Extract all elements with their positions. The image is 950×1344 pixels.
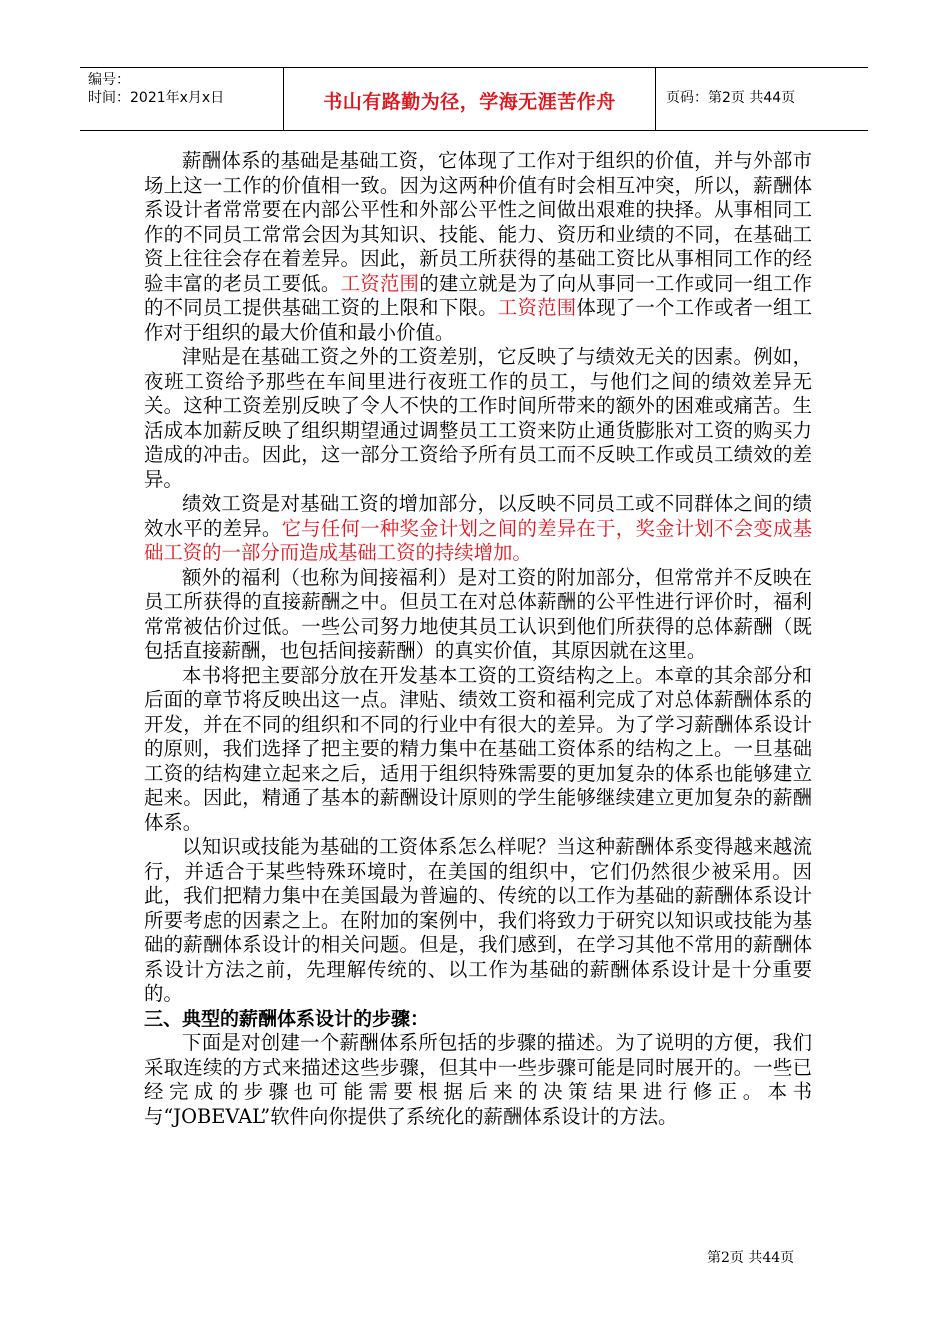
section-heading: 三、典型的薪酬体系设计的步骤： (144, 1007, 430, 1030)
paragraph-benefits: 额外的福利（也称为间接福利）是对工资的附加部分，但常常并不反映在员工所获得的直接薪酬之中。但员工在对总体薪酬的公平性进行评价时，福利常常被估价过低。一些公司努力地使其员工认识到他们所获得的总体薪酬（既包括直接薪酬，也包括间接薪酬）的真实价值，其原因就在这里。 (144, 565, 812, 662)
paragraph-skill-based: 以知识或技能为基础的工资体系怎么样呢？当这种薪酬体系变得越来越流行，并适合于某些特殊环境时，在美国的组织中，它们仍然很少被采用。因此，我们把精力集中在美国最为普遍的、传统的以工作为基础的薪酬体系设计所要考虑的因素之上。在附加的案例中，我们将致力于研究以知识或技能为基础的薪酬体系设计的相关问题。但是，我们感到，在学习其他不常用的薪酬体系设计方法之前，先理解传统的、以工作为基础的薪酬体系设计是十分重要的。 (144, 835, 812, 1005)
paragraph-text: 薪酬体系的基础是基础工资，它体现了工作对于组织的价值，并与外部市场上这一工作的价值相一致。因为这两种价值有时会相互冲突，所以，薪酬体系设计者常常要在内部公平性和外部公平性之间做出艰难的抉择。从事相同工作的不同员工常常会因为其知识、技能、能力、资历和业绩的不同，在基础工资上往往会存在着差异。因此，新员工所获得的基础工资比从事相同工作的经验丰富的老员工要低。 (144, 149, 812, 295)
number-label: 编号： (88, 72, 130, 88)
paragraph-steps-intro: 下面是对创建一个薪酬体系所包括的步骤的描述。为了说明的方便，我们采取连续的方式来描述这些步骤，但其中一些步骤可能是同时展开的。一些已经完成的步骤也可能需要根据后来的决策结果进行修正。本书与“JOBEVAL”软件向你提供了系统化的薪酬体系设计的方法。 (144, 1031, 812, 1128)
highlight-sentence: 它与任何一种奖金计划之间的差异在于，奖金计划不会变成基础工资的一部分而造成基础工资的持续增加。 (144, 516, 813, 564)
page-header (80, 67, 868, 131)
paragraph-base-pay (144, 149, 812, 345)
document-body (144, 149, 812, 1129)
header-meta-cell (80, 68, 284, 130)
paragraph-text: 的建立就是为了向从事同一工作或同一组工作的不同员工提供基础工资的上限和下限。 (144, 271, 813, 319)
highlight-term: 工资范围 (497, 296, 577, 319)
paragraph-text: 绩效工资是对基础工资的增加部分，以反映不同员工或不同群体之间的绩效水平的差异。 (144, 492, 812, 540)
footer-page-number: 第2页 共44页 (707, 1250, 795, 1266)
paragraph-book-focus: 本书将把主要部分放在开发基本工资的工资结构之上。本章的其余部分和后面的章节将反映出这一点。津贴、绩效工资和福利完成了对总体薪酬体系的开发，并在不同的组织和不同的行业中有很大的差异。为了学习薪酬体系设计的原则，我们选择了把主要的精力集中在基础工资体系的结构之上。一旦基础工资的结构建立起来之后，适用于组织特殊需要的更加复杂的体系也能够建立起来。因此，精通了基本的薪酬设计原则的学生能够继续建立更加复杂的薪酬体系。 (144, 663, 812, 834)
paragraph-allowance: 津贴是在基础工资之外的工资差别，它反映了与绩效无关的因素。例如，夜班工资给予那些在车间里进行夜班工作的员工，与他们之间的绩效差异无关。这种工资差别反映了令人不快的工作时间所带来的额外的困难或痛苦。生活成本加薪反映了组织期望通过调整员工工资来防止通货膨胀对工资的购买力造成的冲击。因此，这一部分工资给予所有员工而不反映工作或员工绩效的差异。 (144, 345, 812, 491)
highlight-term: 工资范围 (340, 271, 420, 295)
paragraph-merit-pay (144, 492, 812, 566)
header-page-label: 页码：第2页 共44页 (666, 90, 796, 106)
time-label: 时间：2021年x月x日 (88, 90, 225, 106)
header-page-cell (656, 68, 868, 130)
header-motto-cell (284, 68, 656, 130)
motto: 书山有路勤为径，学海无涯苦作舟 (323, 91, 616, 113)
paragraph-text: 体现了一个工作或者一组工作对于组织的最大价值和最小价值。 (144, 296, 813, 344)
